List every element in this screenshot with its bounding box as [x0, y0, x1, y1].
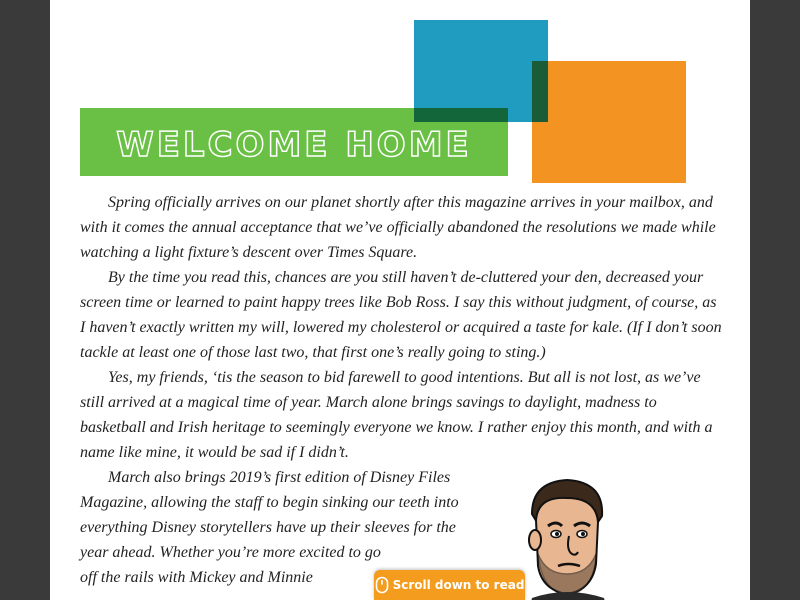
- scroll-down-button[interactable]: [374, 570, 525, 600]
- mouse-icon: [375, 576, 389, 594]
- article-line: off the rails with Mickey and Minnie: [80, 569, 313, 586]
- header-blue-block: [414, 20, 548, 122]
- article-paragraph-2: By the time you read this, chances are you still haven’t de-cluttered your den, decreased your screen time or learned to paint happy trees like Bob Ross. I say this without judgment, of course, as I haven’t exactly written my will, lowered my cholesterol or acquired a taste for kale. (If I don’t soon tackle at least one of those last two, that first one’s really going to sting.): [80, 269, 722, 361]
- magazine-page: [50, 0, 750, 600]
- header-overlap-strip: [414, 108, 508, 122]
- article-line: everything Disney storytellers have up their sleeves for the: [80, 519, 456, 536]
- article-paragraph-1: Spring officially arrives on our planet shortly after this magazine arrives in your mailbox, and with it comes the annual acceptance that we’ve officially abandoned the resolutions we made while watching a light fixture’s descent over Times Square.: [80, 194, 716, 261]
- article-line: March also brings 2019’s first edition of Disney Files: [108, 469, 451, 486]
- article-paragraph-3: Yes, my friends, ‘tis the season to bid farewell to good intentions. But all is not lost, as we’ve still arrived at a magical time of year. March alone brings savings to daylight, madness to basketball and Irish heritage to seemingly everyone we know. I rather enjoy this month, and with a name like mine, it would be sad if I didn’t.: [80, 369, 713, 461]
- article-line: Magazine, allowing the staff to begin sinking our teeth into: [80, 494, 459, 511]
- article-body: [80, 190, 722, 590]
- header-overlap-block: [532, 61, 548, 122]
- header-orange-block: [532, 61, 686, 183]
- page-title: WELCOME HOME: [116, 125, 472, 165]
- scroll-down-label: Scroll down to read: [392, 578, 525, 592]
- article-line: year ahead. Whether you’re more excited to go: [80, 544, 381, 561]
- editor-caricature-image: [512, 474, 622, 600]
